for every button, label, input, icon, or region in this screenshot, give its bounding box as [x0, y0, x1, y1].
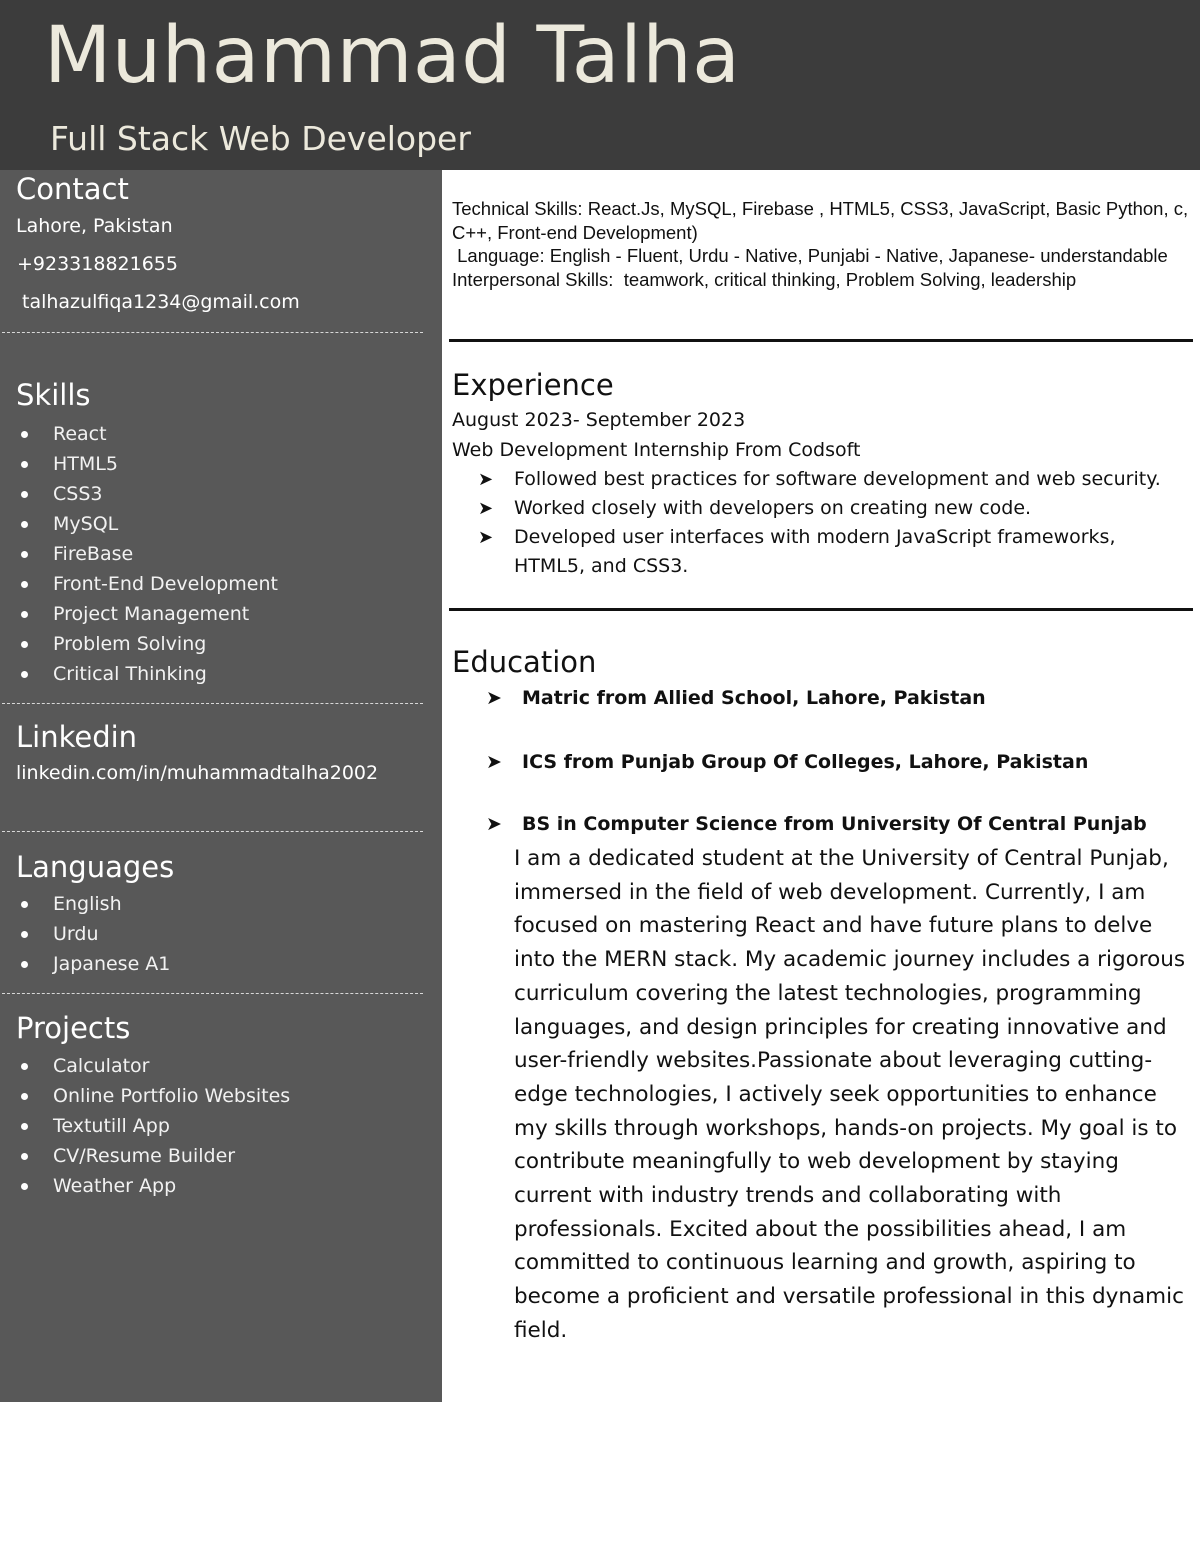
- bullet-icon: [21, 901, 28, 908]
- skill-item: FireBase: [0, 539, 278, 569]
- bullet-icon: [21, 431, 28, 438]
- candidate-name: Muhammad Talha: [44, 11, 741, 101]
- arrow-bullet-icon: ➤: [486, 751, 502, 773]
- sidebar: [0, 170, 442, 1402]
- interpersonal-skills: Interpersonal Skills: teamwork, critical thinking, Problem Solving, leadership: [452, 268, 1077, 290]
- education-heading: Education: [452, 645, 597, 679]
- linkedin-heading: Linkedin: [16, 720, 138, 754]
- bullet-icon: [21, 521, 28, 528]
- experience-bullet: ➤ Developed user interfaces with modern JavaScript frameworks, HTML5, and CSS3.: [478, 523, 1188, 581]
- experience-dates: August 2023- September 2023: [452, 409, 746, 431]
- languages-list: [0, 889, 170, 979]
- bullet-icon: [21, 491, 28, 498]
- skill-item: HTML5: [0, 449, 278, 479]
- bullet-icon: [21, 1063, 28, 1070]
- divider: [2, 332, 423, 333]
- skills-list: [0, 419, 278, 689]
- contact-email[interactable]: talhazulfiqa1234@gmail.com: [22, 291, 300, 313]
- bullet-icon: [21, 1183, 28, 1190]
- skill-item: CSS3: [0, 479, 278, 509]
- bullet-icon: [21, 551, 28, 558]
- language-item: Urdu: [0, 919, 170, 949]
- divider: [2, 993, 423, 994]
- skill-item: Front-End Development: [0, 569, 278, 599]
- skill-item: React: [0, 419, 278, 449]
- divider: [2, 831, 423, 832]
- skill-item: Critical Thinking: [0, 659, 278, 689]
- project-item: Textutill App: [0, 1111, 290, 1141]
- arrow-bullet-icon: ➤: [478, 469, 494, 490]
- education-summary: I am a dedicated student at the University of Central Punjab, immersed in the field of web development. Currently, I am focused on mastering React and have future plans to delve into the MERN stack. My academic journey includes a rigorous curriculum covering the latest technologies, programming languages, and design principles for creating innovative and user-friendly websites.Passionate about leveraging cutting-edge technologies, I actively seek opportunities to enhance my skills through workshops, hands-on projects. My goal is to contribute meaningfully to web development by staying current with industry trends and collaborating with professionals. Excited about the possibilities ahead, I am committed to continuous learning and growth, aspiring to become a proficient and versatile professional in this dynamic field.: [514, 846, 1186, 1343]
- technical-skills: Technical Skills: React.Js, MySQL, Firebase , HTML5, CSS3, JavaScript, Basic Python, c, C++, Front-end Development): [452, 198, 1189, 243]
- section-rule: [449, 339, 1193, 342]
- education-item: ➤ ICS from Punjab Group Of Colleges, Lahore, Pakistan: [486, 751, 1089, 773]
- experience-bullet: ➤ Worked closely with developers on creating new code.: [478, 494, 1188, 523]
- bullet-icon: [21, 961, 28, 968]
- linkedin-link[interactable]: linkedin.com/in/muhammadtalha2002: [16, 762, 379, 784]
- education-item: ➤ BS in Computer Science from University Of Central Punjab: [486, 813, 1147, 835]
- bullet-icon: [21, 611, 28, 618]
- bullet-icon: [21, 641, 28, 648]
- bullet-icon: [21, 581, 28, 588]
- skill-item: Problem Solving: [0, 629, 278, 659]
- skills-heading: Skills: [16, 378, 91, 412]
- section-rule: [449, 608, 1193, 611]
- language-item: Japanese A1: [0, 949, 170, 979]
- education-item: ➤ Matric from Allied School, Lahore, Pakistan: [486, 687, 986, 709]
- arrow-bullet-icon: ➤: [478, 527, 494, 548]
- bullet-icon: [21, 671, 28, 678]
- bullet-icon: [21, 1093, 28, 1100]
- languages-heading: Languages: [16, 850, 175, 884]
- experience-heading: Experience: [452, 368, 614, 402]
- skills-summary: [452, 197, 1192, 291]
- bullet-icon: [21, 931, 28, 938]
- contact-phone: +923318821655: [17, 253, 178, 275]
- project-item: Weather App: [0, 1171, 290, 1201]
- bullet-icon: [21, 461, 28, 468]
- experience-role: Web Development Internship From Codsoft: [452, 439, 861, 461]
- project-item: Calculator: [0, 1051, 290, 1081]
- divider: [2, 703, 423, 704]
- skill-item: Project Management: [0, 599, 278, 629]
- experience-bullet: ➤ Followed best practices for software development and web security.: [478, 465, 1188, 494]
- projects-heading: Projects: [16, 1011, 131, 1045]
- header-band: [0, 0, 1200, 170]
- arrow-bullet-icon: ➤: [486, 813, 502, 835]
- bullet-icon: [21, 1153, 28, 1160]
- language-item: English: [0, 889, 170, 919]
- skill-item: MySQL: [0, 509, 278, 539]
- job-title: Full Stack Web Developer: [50, 119, 471, 158]
- project-item: Online Portfolio Websites: [0, 1081, 290, 1111]
- language-skills: Language: English - Fluent, Urdu - Native, Punjabi - Native, Japanese- understandable: [452, 245, 1168, 266]
- contact-location: Lahore, Pakistan: [16, 215, 173, 237]
- contact-heading: Contact: [16, 172, 129, 206]
- bullet-icon: [21, 1123, 28, 1130]
- project-item: CV/Resume Builder: [0, 1141, 290, 1171]
- arrow-bullet-icon: ➤: [486, 687, 502, 709]
- projects-list: [0, 1051, 290, 1201]
- arrow-bullet-icon: ➤: [478, 498, 494, 519]
